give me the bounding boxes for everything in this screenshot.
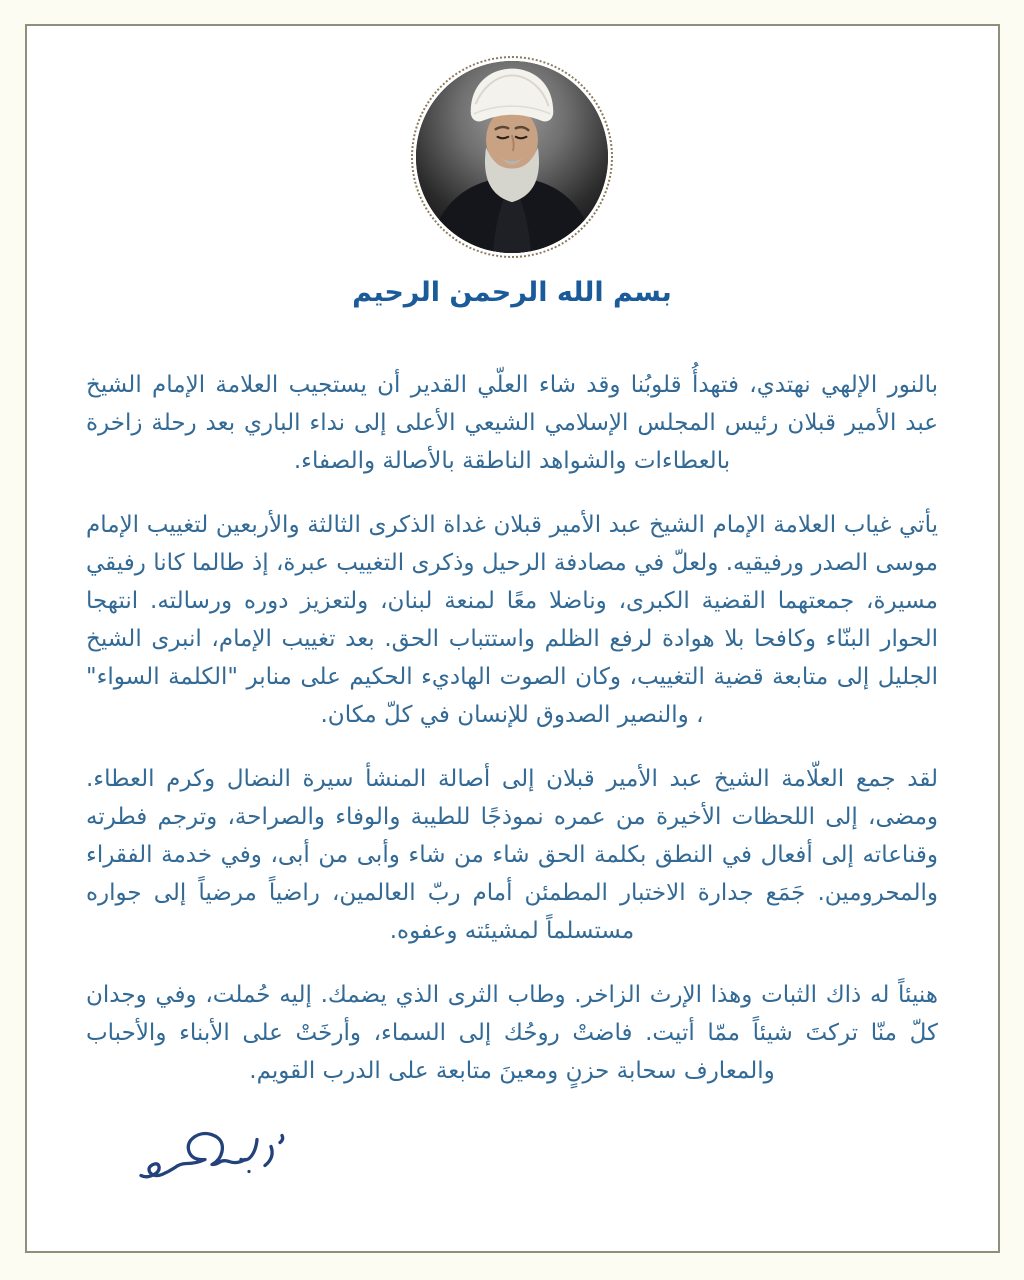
signature-strokes bbox=[100, 1118, 290, 1208]
paragraph-3: لقد جمع العلّامة الشيخ عبد الأمير قبلان إلى أصالة المنشأ سيرة النضال وكرم العطاء. ومضى، إلى اللحظات الأخيرة من عمره نموذجًا للطيبة والوفاء والصراحة، وترجم فطرته وقناعاته إلى أفعال في النطق بكلمة الحق شاء من شاء وأبى من أبى، وفي خدمة الفقراء والمحرومين. جَمَع جدارة الاختبار المطمئن أمام ربّ العالمين، راضياً مرضياً إلى جواره مستسلماً لمشيئته وعفوه. bbox=[86, 766, 938, 944]
paragraph-4: هنيئاً له ذاك الثبات وهذا الإرث الزاخر. وطاب الثرى الذي يضمك. إليه حُملت، وفي وجدان كلّ منّا تركتَ شيئاً ممّا أتيت. فاضتْ روحُك إلى السماء، وأرخَتْ على الأبناء والأحباب والمعارف سحابة حزنٍ ومعينَ متابعة على الدرب القويم. bbox=[86, 982, 938, 1084]
basmala-heading: بسم الله الرحمن الرحيم bbox=[352, 277, 672, 308]
paragraph-1: بالنور الإلهي نهتدي، فتهدأُ قلوبُنا وقد شاء العلّي القدير أن يستجيب العلامة الإمام الشيخ عبد الأمير قبلان رئيس المجلس الإسلامي الشيعي الأعلى إلى نداء الباري بعد رحلة زاخرة بالعطاءات والشواهد الناطقة بالأصالة والصفاء. bbox=[86, 372, 938, 474]
paragraph-2: يأتي غياب العلامة الإمام الشيخ عبد الأمير قبلان غداة الذكرى الثالثة والأربعين لتغييب الإمام موسى الصدر ورفيقيه. ولعلّ في مصادفة الرحيل وذكرى التغييب عبرة، إذ طالما كانا رفيقي مسيرة، جمعتهما القضية الكبرى، وناضلا معًا لمنعة لبنان، ولتعزيز دوره ورسالته. انتهجا الحوار البنّاء وكافحا بلا هوادة لرفع الظلم واستتباب الحق. بعد تغييب الإمام، انبرى الشيخ الجليل إلى متابعة قضية التغييب، وكان الصوت الهاديء الحكيم على منابر "الكلمة السواء" ، والنصير الصدوق للإنسان في كلّ مكان. bbox=[86, 512, 938, 728]
handwritten-signature bbox=[100, 1118, 290, 1208]
sheikh-portrait-photo bbox=[416, 61, 608, 253]
portrait-dotted-ring bbox=[411, 56, 613, 258]
sheikh-portrait-illustration bbox=[416, 61, 608, 253]
letter-body bbox=[86, 366, 938, 1116]
